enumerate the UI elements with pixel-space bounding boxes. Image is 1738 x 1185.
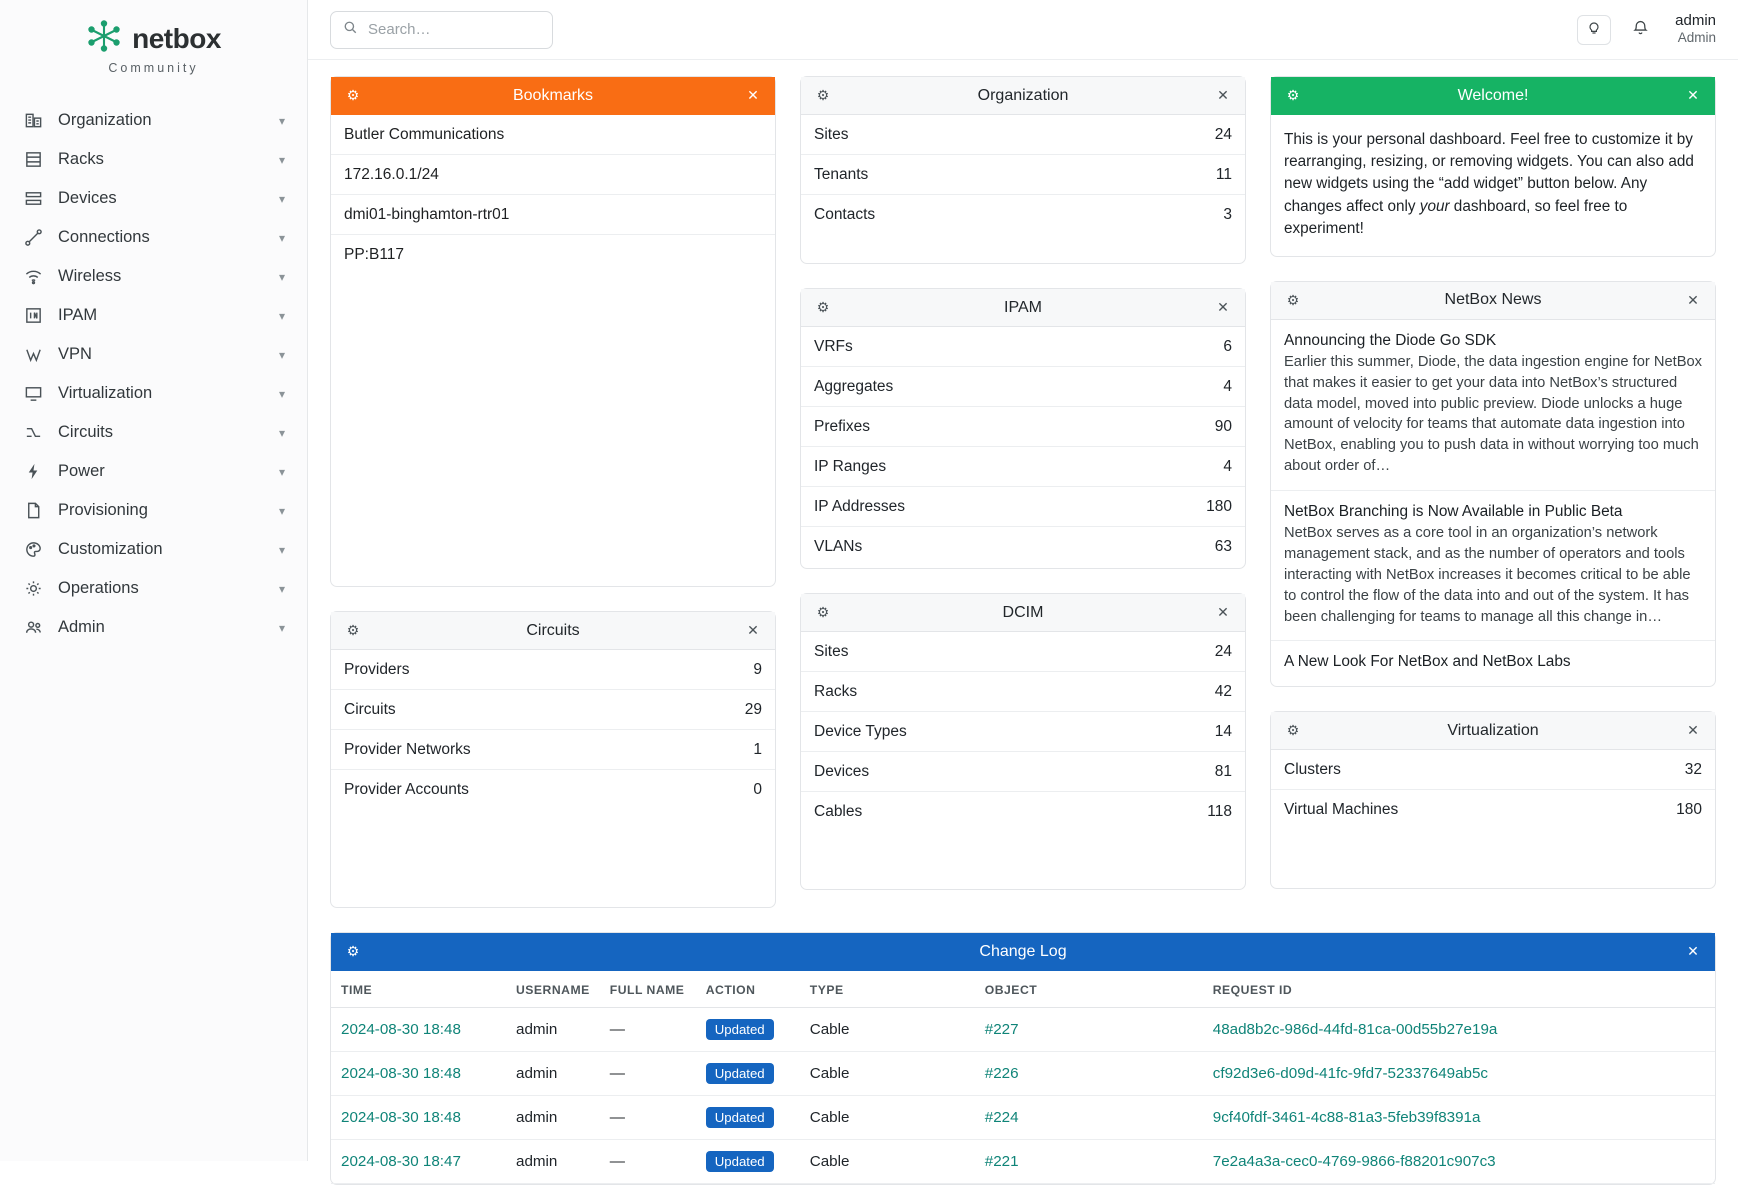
chevron-down-icon: ▾ [278, 464, 285, 479]
ipam-widget-header [801, 289, 1245, 327]
cog-icon [22, 578, 44, 600]
list-item-value: 118 [1207, 803, 1232, 820]
power-icon [22, 461, 44, 483]
list-item-label: VLANs [814, 538, 863, 555]
list-item[interactable] [801, 632, 1245, 672]
changelog-type: Cable [800, 1140, 975, 1184]
welcome-text-part2: dashboard, so feel free to experiment! [1284, 197, 1628, 237]
main-content [308, 0, 1738, 1170]
sidebar-item-power[interactable] [0, 452, 307, 491]
dcim-list [801, 632, 1245, 889]
sidebar-item-label: Devices [58, 189, 117, 207]
chevron-down-icon: ▾ [278, 542, 285, 557]
list-item-label: Clusters [1284, 760, 1341, 778]
list-item[interactable] [331, 690, 775, 730]
list-item-value: 24 [1214, 125, 1232, 143]
list-item[interactable] [801, 115, 1245, 155]
column-header-time[interactable]: TIME [331, 971, 506, 1008]
column-header-fullname[interactable]: FULL NAME [600, 971, 696, 1008]
list-item-label: Contacts [814, 206, 876, 223]
table-header-row [331, 971, 1715, 1008]
list-item-label: IP Ranges [814, 457, 887, 475]
domain-icon [22, 110, 44, 132]
changelog-object-link[interactable]: #224 [984, 1109, 1019, 1126]
sidebar-item-devices[interactable] [0, 179, 307, 218]
dashboard-column-left [330, 76, 776, 908]
list-item[interactable]: Butler Communications [331, 115, 775, 155]
sidebar-item-label: Circuits [58, 423, 114, 441]
changelog-table-head [331, 971, 1715, 1008]
sidebar-item-operations[interactable] [0, 569, 307, 608]
changelog-type: Cable [800, 1052, 975, 1096]
list-item-value: 11 [1215, 165, 1232, 183]
list-item-value: 4 [1223, 377, 1232, 395]
list-item[interactable] [801, 792, 1245, 832]
dcim-widget-header [801, 594, 1245, 632]
list-item-label: Aggregates [814, 377, 894, 395]
sidebar-item-ipam[interactable] [0, 296, 307, 335]
list-item[interactable] [801, 195, 1245, 235]
changelog-request-id-link[interactable]: 9cf40fdf-3461-4c88-81a3-5feb39f8391a [1212, 1109, 1481, 1126]
list-item[interactable] [801, 407, 1245, 447]
sidebar-item-label: Admin [58, 618, 105, 636]
column-header-object[interactable]: OBJECT [975, 971, 1203, 1008]
list-item[interactable] [1271, 491, 1715, 641]
dashboard [308, 60, 1738, 908]
sidebar-item-vpn[interactable] [0, 335, 307, 374]
sidebar-item-label: Organization [58, 111, 152, 129]
vpn-icon [22, 344, 44, 366]
news-item-title: NetBox Branching is Now Available in Public Beta [1284, 503, 1623, 521]
chevron-down-icon: ▾ [278, 581, 285, 596]
netbox-news-widget-title: NetBox News [1444, 291, 1542, 309]
news-item-title: Announcing the Diode Go SDK [1284, 331, 1497, 349]
status-badge: Updated [706, 1063, 774, 1084]
changelog-time-link[interactable]: 2024-08-30 18:48 [341, 1109, 461, 1126]
organization-list [801, 115, 1245, 263]
changelog-username: admin [506, 1052, 600, 1096]
list-item-label: Circuits [344, 700, 396, 718]
changelog-table [331, 971, 1715, 1184]
changelog-fullname: — [600, 1096, 696, 1140]
sidebar-item-label: Wireless [58, 267, 122, 285]
table-row [331, 1008, 1715, 1052]
chevron-down-icon: ▾ [278, 230, 285, 245]
list-item[interactable] [801, 155, 1245, 195]
netbox-news-widget-header [1271, 282, 1715, 320]
table-row [331, 1096, 1715, 1140]
bookmarks-widget [330, 76, 776, 587]
list-item-value: 14 [1214, 722, 1232, 740]
bookmarks-list [331, 115, 775, 586]
brand-subtitle: Community [108, 61, 199, 75]
welcome-widget-header [1271, 77, 1715, 115]
changelog-type: Cable [800, 1008, 975, 1052]
list-item-value: 32 [1684, 760, 1702, 778]
gear-icon[interactable]: ⚙ [1286, 291, 1300, 308]
list-item-value: 81 [1214, 762, 1232, 780]
changelog-username: admin [506, 1008, 600, 1052]
changelog-time-link[interactable]: 2024-08-30 18:47 [341, 1153, 461, 1170]
status-badge: Updated [706, 1107, 774, 1128]
gear-icon[interactable]: ⚙ [1286, 87, 1300, 103]
news-item-text: Earlier this summer, Diode, the data ingestion engine for NetBox that makes it easier to get your data into NetBox’s structured data model, moved into public preview. Diode unlocks a huge amount of velocity for teams that automate data ingestion into NetBox, enabling you to push data in without worrying too much about order of… [1284, 353, 1702, 475]
rack-icon [22, 149, 44, 171]
changelog-widget-header [331, 933, 1715, 971]
column-header-username[interactable]: USERNAME [506, 971, 600, 1008]
sidebar-item-label: Connections [58, 228, 150, 246]
changelog-time-link[interactable]: 2024-08-30 18:48 [341, 1021, 461, 1038]
close-icon[interactable]: ✕ [1217, 604, 1229, 620]
list-item-value: 180 [1206, 497, 1232, 515]
list-item-label: Provider Accounts [344, 781, 469, 798]
list-item-value: 1 [753, 740, 762, 758]
organization-widget-title: Organization [977, 86, 1069, 104]
list-item-value: 180 [1676, 801, 1702, 819]
list-item-value: 6 [1223, 337, 1232, 355]
changelog-time-link[interactable]: 2024-08-30 18:48 [341, 1065, 461, 1082]
close-icon[interactable]: ✕ [1687, 722, 1699, 739]
welcome-text-emphasis: your [1419, 197, 1450, 215]
netbox-news-widget [1270, 281, 1716, 688]
dashboard-column-middle [800, 76, 1246, 890]
close-icon[interactable]: ✕ [747, 87, 759, 103]
bell-icon [1632, 19, 1649, 41]
dashboard-column-right [1270, 76, 1716, 889]
file-icon [22, 500, 44, 522]
sidebar-item-label: IPAM [58, 306, 98, 324]
welcome-text [1271, 115, 1715, 256]
sidebar-item-label: Racks [58, 150, 104, 168]
changelog-username: admin [506, 1096, 600, 1140]
close-icon[interactable]: ✕ [747, 622, 759, 638]
welcome-text-part1: This is your personal dashboard. Feel free to customize it by rearranging, resizing, or removing widgets. You can also add new widgets using the “add widget” button below. Any changes affect only [1284, 131, 1694, 215]
changelog-object-link[interactable]: #221 [984, 1153, 1019, 1170]
list-item-label: Racks [814, 682, 858, 700]
dcim-widget [800, 593, 1246, 890]
changelog-fullname: — [600, 1008, 696, 1052]
list-item[interactable] [801, 527, 1245, 567]
sidebar-item-label: Provisioning [58, 501, 148, 519]
news-list [1271, 320, 1715, 687]
list-item-value: 4 [1223, 457, 1232, 475]
gear-icon[interactable]: ⚙ [346, 943, 360, 959]
sidebar [0, 0, 308, 1161]
column-header-type[interactable]: TYPE [800, 971, 975, 1008]
changelog-widget-title: Change Log [979, 942, 1067, 960]
user-menu[interactable] [1675, 12, 1716, 48]
bookmarks-widget-header [331, 77, 775, 115]
search-box[interactable] [330, 11, 553, 49]
list-item[interactable] [801, 327, 1245, 367]
sidebar-nav [0, 101, 307, 647]
sidebar-item-label: VPN [58, 345, 92, 363]
sidebar-item-connections[interactable] [0, 218, 307, 257]
list-item-label: Tenants [814, 165, 869, 183]
ipam-widget-title: IPAM [1004, 298, 1042, 316]
list-item[interactable] [331, 730, 775, 770]
news-item-title: A New Look For NetBox and NetBox Labs [1284, 653, 1571, 671]
list-item-value: 0 [753, 781, 762, 798]
list-item-label: VRFs [814, 337, 853, 355]
chevron-down-icon: ▾ [278, 503, 285, 518]
connection-icon [22, 227, 44, 249]
status-badge: Updated [706, 1151, 774, 1172]
wifi-icon [22, 266, 44, 288]
gear-icon[interactable]: ⚙ [816, 299, 830, 315]
changelog-table-body [331, 1008, 1715, 1184]
chevron-down-icon: ▾ [278, 620, 285, 635]
users-icon [22, 617, 44, 639]
list-item-label: Providers [344, 660, 410, 678]
ipam-list [801, 327, 1245, 568]
list-item-label: Prefixes [814, 417, 870, 435]
sidebar-item-circuits[interactable] [0, 413, 307, 452]
organization-widget [800, 76, 1246, 264]
changelog-widget-wrapper [308, 932, 1738, 1185]
ip-icon [22, 305, 44, 327]
search-input[interactable] [368, 21, 540, 38]
list-item-value: 90 [1214, 417, 1232, 435]
close-icon[interactable]: ✕ [1217, 87, 1229, 103]
chevron-down-icon: ▾ [278, 191, 285, 206]
close-icon[interactable]: ✕ [1687, 87, 1699, 103]
circuit-icon [22, 422, 44, 444]
list-item-label: IP Addresses [814, 497, 906, 515]
changelog-fullname: — [600, 1140, 696, 1184]
list-item[interactable] [1271, 790, 1715, 830]
virtualization-widget-title: Virtualization [1447, 721, 1539, 739]
changelog-fullname: — [600, 1052, 696, 1096]
list-item-value: 9 [753, 660, 762, 678]
list-item-value: 3 [1223, 206, 1232, 223]
virtualization-list [1271, 750, 1715, 888]
list-item-label: Provider Networks [344, 740, 471, 758]
list-item[interactable] [1271, 750, 1715, 790]
list-item[interactable] [1271, 641, 1715, 686]
list-item[interactable] [801, 752, 1245, 792]
circuits-widget-header [331, 612, 775, 650]
changelog-object-link[interactable]: #226 [984, 1065, 1019, 1082]
list-item-label: Sites [814, 125, 849, 143]
changelog-username: admin [506, 1140, 600, 1184]
sidebar-item-label: Virtualization [58, 384, 153, 402]
gear-icon[interactable]: ⚙ [346, 622, 360, 638]
sidebar-item-virtualization[interactable] [0, 374, 307, 413]
status-badge: Updated [706, 1019, 774, 1040]
list-item-value: 24 [1214, 642, 1232, 660]
list-item[interactable] [1271, 320, 1715, 491]
list-item[interactable] [801, 367, 1245, 407]
list-item[interactable] [801, 487, 1245, 527]
brand-logo[interactable] [0, 8, 307, 91]
list-item-value: 63 [1214, 538, 1232, 555]
chevron-down-icon: ▾ [278, 269, 285, 284]
welcome-widget [1270, 76, 1716, 257]
gear-icon[interactable]: ⚙ [1286, 722, 1300, 739]
user-name: admin [1675, 11, 1716, 29]
search-icon [343, 20, 358, 40]
welcome-widget-title: Welcome! [1457, 86, 1529, 104]
user-role: Admin [1677, 30, 1716, 46]
topbar [308, 0, 1738, 60]
dcim-widget-title: DCIM [1002, 603, 1044, 621]
list-item-label: Device Types [814, 722, 907, 740]
sidebar-item-admin[interactable] [0, 608, 307, 647]
sidebar-item-organization[interactable] [0, 101, 307, 140]
sidebar-item-provisioning[interactable] [0, 491, 307, 530]
changelog-type: Cable [800, 1096, 975, 1140]
netbox-logo-icon [86, 18, 122, 59]
virtualization-widget-header [1271, 712, 1715, 750]
sidebar-item-racks[interactable] [0, 140, 307, 179]
circuits-widget-title: Circuits [526, 621, 580, 639]
chevron-down-icon: ▾ [278, 425, 285, 440]
sidebar-item-label: Operations [58, 579, 139, 597]
list-item-label: Sites [814, 642, 849, 660]
ipam-widget [800, 288, 1246, 569]
sidebar-item-label: Power [58, 462, 105, 480]
close-icon[interactable]: ✕ [1687, 943, 1699, 959]
chevron-down-icon: ▾ [278, 308, 285, 323]
chevron-down-icon: ▾ [278, 152, 285, 167]
list-item[interactable] [331, 650, 775, 690]
close-icon[interactable]: ✕ [1687, 291, 1699, 308]
table-row [331, 1052, 1715, 1096]
changelog-request-id-link[interactable]: cf92d3e6-d09d-41fc-9fd7-52337649ab5c [1212, 1065, 1489, 1082]
changelog-request-id-link[interactable]: 48ad8b2c-986d-44fd-81ca-00d55b27e19a [1212, 1021, 1498, 1038]
theme-toggle-button[interactable] [1577, 15, 1611, 45]
list-item[interactable]: dmi01-binghamton-rtr01 [331, 195, 775, 235]
column-header-request-id[interactable]: REQUEST ID [1203, 971, 1715, 1008]
sidebar-item-customization[interactable] [0, 530, 307, 569]
list-item[interactable] [801, 712, 1245, 752]
list-item[interactable] [331, 770, 775, 810]
bookmarks-widget-title: Bookmarks [512, 86, 594, 104]
chevron-down-icon: ▾ [278, 386, 285, 401]
gear-icon[interactable]: ⚙ [816, 604, 830, 620]
list-item[interactable] [801, 447, 1245, 487]
organization-widget-header [801, 77, 1245, 115]
chevron-down-icon: ▾ [278, 113, 285, 128]
changelog-request-id-link[interactable]: 7e2a4a3a-cec0-4769-9866-f88201c907c3 [1212, 1153, 1496, 1170]
gear-icon[interactable]: ⚙ [816, 87, 830, 103]
close-icon[interactable]: ✕ [1217, 299, 1229, 315]
list-item-value: 29 [744, 700, 762, 718]
brand-name: netbox [132, 22, 221, 54]
virtualization-widget [1270, 711, 1716, 889]
sidebar-item-label: Customization [58, 540, 163, 558]
column-header-action[interactable]: ACTION [696, 971, 800, 1008]
lightbulb-icon [1586, 19, 1602, 40]
list-item-label: Virtual Machines [1284, 801, 1399, 819]
circuits-widget [330, 611, 776, 908]
notifications-button[interactable] [1625, 15, 1655, 45]
changelog-widget [330, 932, 1716, 1185]
circuits-list [331, 650, 775, 907]
list-item-label: Cables [814, 803, 863, 820]
list-item-value: 42 [1214, 682, 1232, 700]
list-item[interactable]: 172.16.0.1/24 [331, 155, 775, 195]
list-item-label: Devices [814, 762, 870, 780]
list-item[interactable]: PP:B117 [344, 246, 405, 263]
news-item-text: NetBox serves as a core tool in an organization’s network management stack, and as the number of operators and tools interacting with NetBox increases it becomes critical to be able to control the flow of the data into and out of the system. It has been challenging for teams to manage all this change in… [1284, 525, 1691, 625]
table-row [331, 1140, 1715, 1184]
palette-icon [22, 539, 44, 561]
monitor-icon [22, 383, 44, 405]
server-icon [22, 188, 44, 210]
list-item[interactable] [801, 672, 1245, 712]
changelog-object-link[interactable]: #227 [984, 1021, 1019, 1038]
chevron-down-icon: ▾ [278, 347, 285, 362]
gear-icon[interactable]: ⚙ [346, 87, 360, 103]
sidebar-item-wireless[interactable] [0, 257, 307, 296]
